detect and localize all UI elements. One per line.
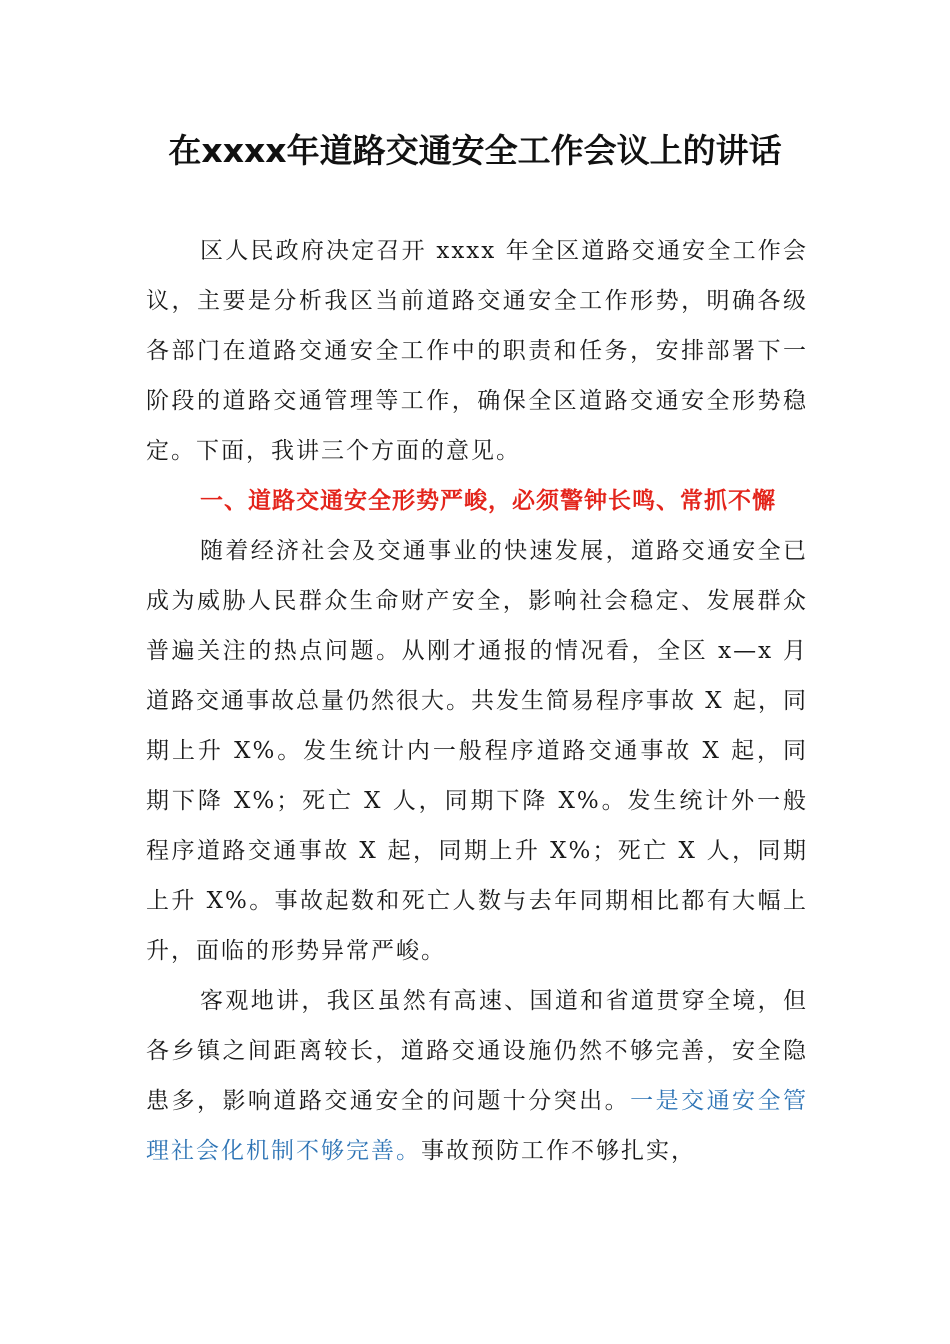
analysis-text: 客观地讲，我区虽然有高速、国道和省道贯穿全境，但各乡镇之间距离较长，道路交通设施仍然不够完善，安全隐患多，影响道路交通安全的问题十分突出。 [146,988,808,1114]
intro-paragraph: 区人民政府决定召开 xxxx 年全区道路交通安全工作会议，主要是分析我区当前道路交通安全工作形势，明确各级各部门在道路交通安全工作中的职责和任务，安排部署下一阶段的道路交通管理等工作，确保全区道路交通安全形势稳定。下面，我讲三个方面的意见。 [146,238,808,464]
document-body [146,226,808,1176]
analysis-continuation: 事故预防工作不够扎实， [421,1138,696,1164]
document-title: 在xxxx年道路交通安全工作会议上的讲话 [168,131,782,170]
highlight-point-one: 一是交通安全管理社会化机制不够完善。 [146,1088,809,1164]
situation-paragraph: 随着经济社会及交通事业的快速发展，道路交通安全已成为威胁人民群众生命财产安全，影响社会稳定、发展群众普遍关注的热点问题。从刚才通报的情况看，全区 x—x 月道路交通事故总量仍然很大。共发生简易程序事故 X 起，同期上升 X%。发生统计内一般程序道路交通事故 X 起，同期下降 X%；死亡 X 人，同期下降 X%。发生统计外一般程序道路交通事故 X 起，同期上升 X%；死亡 X 人，同期上升 X%。事故起数和死亡人数与去年同期相比都有大幅上升，面临的形势异常严峻。 [146,538,808,964]
analysis-paragraph [146,976,808,1176]
section-1-heading: 一、道路交通安全形势严峻，必须警钟长鸣、常抓不懈 [200,488,776,514]
